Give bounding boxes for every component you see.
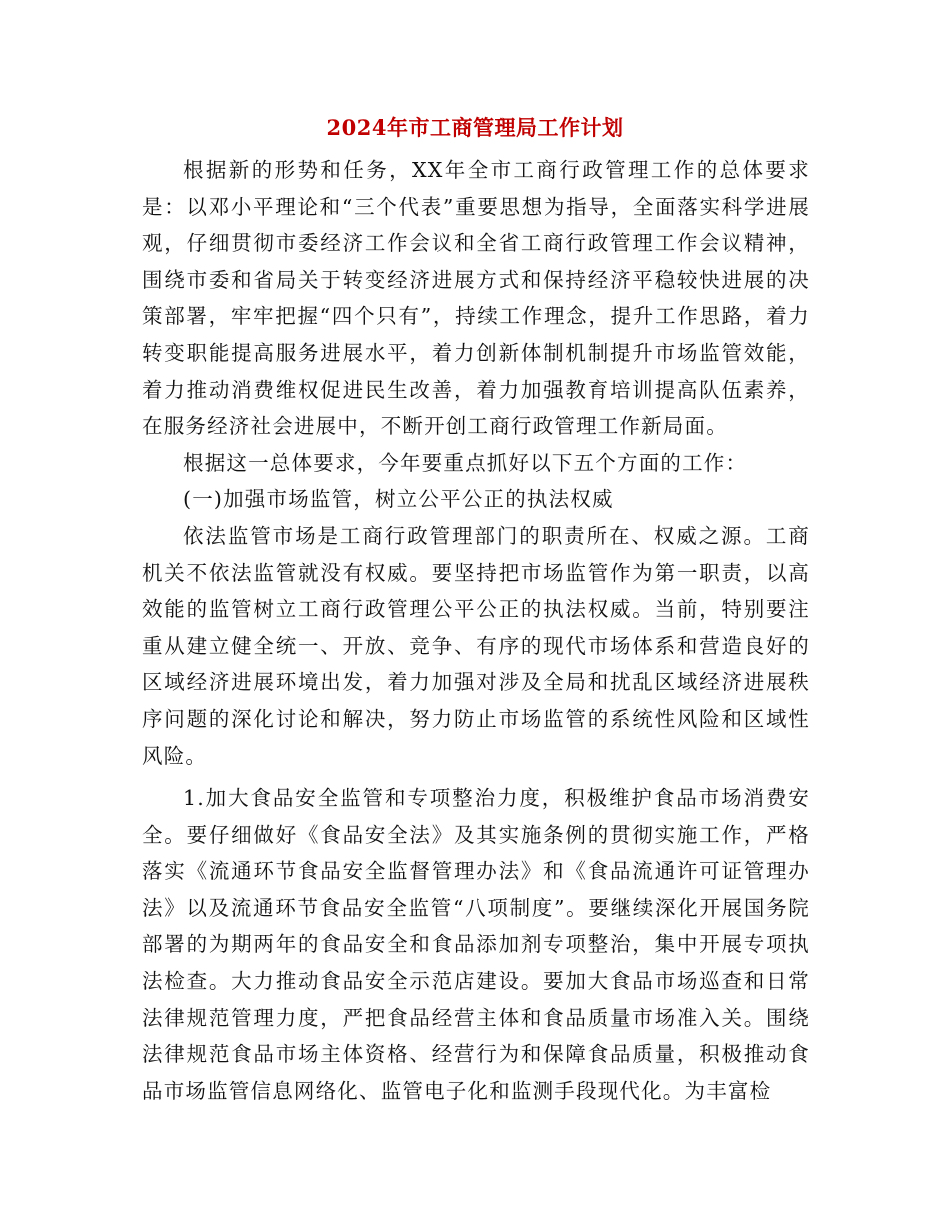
paragraph-food-safety: 1.加大食品安全监管和专项整治力度，积极维护食品市场消费安全。要仔细做好《食品安全法》及其实施条例的贯彻实施工作，严格落实《流通环节食品安全监督管理办法》和《食品流通许可证管理办法》以及流通环节食品安全监管“八项制度”。要继续深化开展国务院部署的为期两年的食品安全和食品添加剂专项整治，集中开展专项执法检查。大力推动食品安全示范店建设。要加大食品市场巡查和日常法律规范管理力度，严把食品经营主体和食品质量市场准入关。围绕法律规范食品市场主体资格、经营行为和保障食品质量，积极推动食品市场监管信息网络化、监管电子化和监测手段现代化。为丰富检 [142, 786, 810, 1103]
paragraph-market-supervision: 依法监管市场是工商行政管理部门的职责所在、权威之源。工商机关不依法监管就没有权威。要坚持把市场监管作为第一职责，以高效能的监管树立工商行政管理公平公正的执法权威。当前，特别要注重从建立健全统一、开放、竞争、有序的现代市场体系和营造良好的区域经济进展环境出发，着力加强对涉及全局和扰乱区域经济进展秩序问题的深化讨论和解决，努力防止市场监管的系统性风险和区域性风险。 [142, 523, 810, 768]
document-body [142, 152, 810, 1109]
section-heading-1: (一)加强市场监管，树立公平公正的执法权威 [183, 487, 614, 512]
document-title: 2024年市工商管理局工作计划 [326, 115, 624, 140]
paragraph-overall-requirements: 根据新的形势和任务，XX年全市工商行政管理工作的总体要求是：以邓小平理论和“三个代表”重要思想为指导，全面落实科学进展观，仔细贯彻市委经济工作会议和全省工商行政管理工作会议精神，围绕市委和省局关于转变经济进展方式和保持经济平稳较快进展的决策部署，牢牢把握“四个只有”，持续工作理念，提升工作思路，着力转变职能提高服务进展水平，着力创新体制机制提升市场监管效能，着力推动消费维权促进民生改善，着力加强教育培训提高队伍素养，在服务经济社会进展中，不断开创工商行政管理工作新局面。 [142, 158, 810, 439]
paragraph-five-aspects-intro: 根据这一总体要求，今年要重点抓好以下五个方面的工作： [183, 450, 748, 475]
